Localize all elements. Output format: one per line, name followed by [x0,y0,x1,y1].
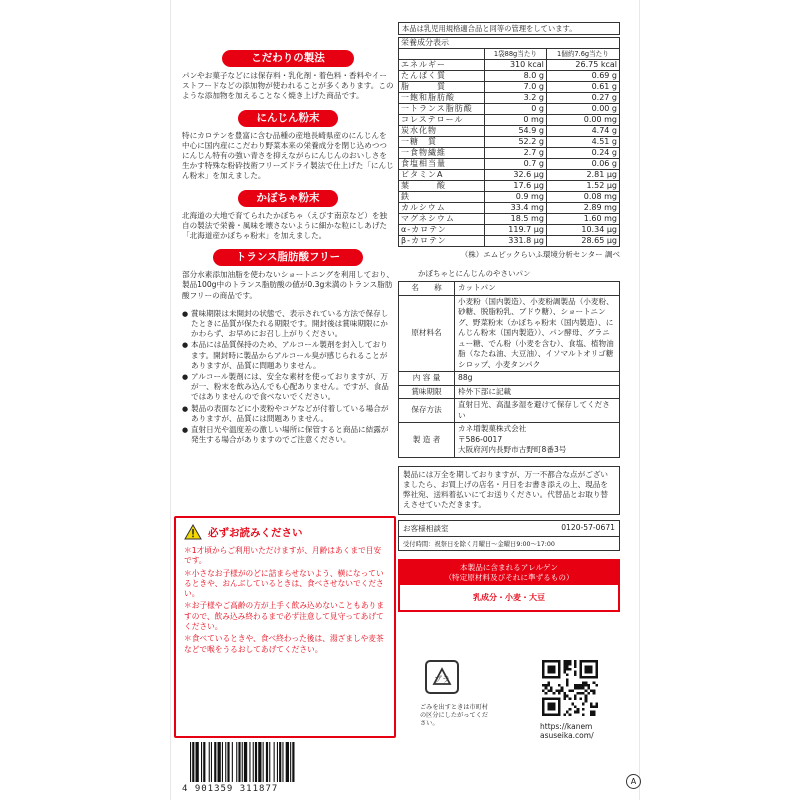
nutrient-name: たんぱく質 [399,71,485,82]
product-row [399,385,620,399]
warning-item: ＊小さなお子様がのどに詰まらせないよう、横になっているときや、おんぶしているときは、食べさせないでください。 [184,568,384,599]
product-value: カネ増製菓株式会社 〒586-0017 大阪府河内長野市古野町8番3号 [455,423,620,458]
product-key: 保存方法 [399,399,455,423]
notice-item: ● 賞味期限は未開封の状態で、表示されている方法で保存したときに品質が保たれる期限です。開封後は賞味期限にかかわらず、お早めにお召し上がりください。 [182,309,394,340]
qr-code[interactable] [542,660,598,716]
nutrient-value: 0.69 g [546,71,619,82]
product-row [399,423,620,458]
product-key: 賞味期限 [399,385,455,399]
nutrition-row [399,104,620,115]
kabocha-heading: かぼちゃ粉末 [238,190,338,207]
nutrient-value: 0.00 mg [546,115,619,126]
contact-box [398,520,620,551]
nutrient-name: 食塩相当量 [399,159,485,170]
nutrient-name: 一食物繊維 [399,148,485,159]
nutrient-value: 28.65 μg [546,236,619,247]
nutrient-value: 3.2 g [485,93,547,104]
nutrient-name: 一トランス脂肪酸 [399,104,485,115]
nutrient-value: 2.81 μg [546,170,619,181]
nutrient-name: エネルギー [399,60,485,71]
nutrition-row [399,115,620,126]
nutrient-value: 52.2 g [485,137,547,148]
nutrient-value: 0.9 mg [485,192,547,203]
nutrition-row [399,192,620,203]
barcode-bars [182,742,352,782]
nutrition-row [399,170,620,181]
product-value: 枠外下部に記載 [455,385,620,399]
ninjin-heading: にんじん粉末 [238,110,338,127]
nutrient-value: 32.6 μg [485,170,547,181]
product-key: 製 造 者 [399,423,455,458]
nutrition-col2: 1個約7.6g当たり [546,49,619,60]
barcode-number: 4 901359 311877 [182,784,279,794]
nutrient-value: 4.74 g [546,126,619,137]
nutrient-value: 26.75 kcal [546,60,619,71]
notice-list [182,309,394,446]
nutrient-name: β-カロテン [399,236,485,247]
contact-label: お客様相談室 [403,523,449,533]
nutrient-value: 0.61 g [546,82,619,93]
svg-text:プラ: プラ [434,675,450,684]
nutrient-value: 0 mg [485,115,547,126]
nutrient-value: 0.06 g [546,159,619,170]
warning-title-row [184,524,386,540]
trans-text: 部分水素添加油脂を使わないショートニングを利用しており、製品100g中のトランス脂肪酸の値が0.3g未満のトランス脂肪酸フリーの商品です。 [182,270,395,300]
nutrient-name: 一糖 質 [399,137,485,148]
nutrient-value: 0.24 g [546,148,619,159]
nutrition-row [399,203,620,214]
nutrient-value: 1.52 μg [546,181,619,192]
left-column [182,50,394,446]
product-value: カットパン [455,282,620,296]
warning-triangle-icon [184,524,202,540]
nutrient-value: 33.4 mg [485,203,547,214]
product-key: 名 称 [399,282,455,296]
warning-item: ＊食べているときや、食べ終わった後は、湯ざましや麦茶などで喉をうるおしてあげてください。 [184,634,384,654]
nutrition-col1: 1袋88g当たり [485,49,547,60]
nutrient-value: 7.0 g [485,82,547,93]
product-title: かぼちゃとにんじんのやさいパン [418,269,531,278]
nutrient-value: 2.7 g [485,148,547,159]
nutrient-name: 鉄 [399,192,485,203]
nutrition-row [399,126,620,137]
nutrition-source: （株）エムピックらいふ環境分析センター 調べ [460,250,620,259]
nutrient-value: 0.00 g [546,104,619,115]
nutrient-name: コレステロール [399,115,485,126]
nutrient-name: α-カロテン [399,225,485,236]
website-url[interactable]: https://kanem asuseika.com/ [540,722,594,740]
recycle-text: ごみを出すときは市町村の区分にしたがってください。 [420,704,489,727]
nutrition-row [399,181,620,192]
notice-item: ● アルコール製剤には、安全な素材を使っておりますが、万が一、粉末を飲み込んでも心配ありません。ですが、食品ではありませんので食べないでください。 [182,372,394,403]
nutrient-value: 17.6 μg [485,181,547,192]
contact-hours: 受付時間：祝祭日を除く月曜日～金曜日9:00～17:00 [403,540,555,548]
disclaimer: 製品には万全を期しておりますが、万一不都合な点がございましたら、お買上げの店名・月日をお書き添えの上、現品を弊社宛、送料着払いにてお送りください。代替品とお取り替えさせていただきます。 [398,466,620,515]
nutrient-value: 54.9 g [485,126,547,137]
nutrient-value: 8.0 g [485,71,547,82]
nutrient-value: 0 g [485,104,547,115]
allergen-box [398,559,620,612]
kabocha-text: 北海道の大地で育てられたかぼちゃ（えびす南京など）を独自の製法で栄養・風味を壊さないように細かな粒にしあげた「北海道産かぼちゃ粉末」を加えました。 [182,210,388,241]
nutrient-value: 119.7 μg [485,225,547,236]
nutrition-header: 栄養成分表示 [399,38,620,49]
nutrition-row [399,71,620,82]
nutrition-row [399,214,620,225]
kodawari-heading: こだわりの製法 [222,50,354,67]
top-note: 本品は乳児用規格適合品と同等の管理をしています。 [398,22,620,35]
warning-item: ＊お子様やご高齢の方が上手く飲み込めないこともありますので、飲み込み終わるまで必ず注意して見守ってあげてください。 [184,601,384,632]
nutrient-name: 炭水化物 [399,126,485,137]
nutrient-value: 18.5 mg [485,214,547,225]
plastic-recycle-icon [420,658,464,696]
nutrient-value: 331.8 μg [485,236,547,247]
nutrient-value: 0.7 g [485,159,547,170]
nutrient-name: 葉 酸 [399,181,485,192]
product-key: 内 容 量 [399,372,455,386]
warning-item: ＊1才頃からご利用いただけますが、月齢はあくまで目安です。 [184,546,382,566]
notice-item: ● 直射日光や温度差の激しい場所に保管すると商品に結露が発生する場合がありますのでご注意ください。 [182,425,394,445]
ninjin-text: 特にカロテンを豊富に含む品種の産地長崎県産のにんじんを中心に国内産にこだわり野菜本来の栄養成分を閉じ込めつつにんじん特有の強い青さを抑えながらにんじんのおいしさを生かす特殊な粉砕技術フリーズドライ製法で仕上げた「にんじん粉末」を加えました。 [182,130,394,181]
product-key: 原材料名 [399,295,455,372]
nutrient-value: 0.08 mg [546,192,619,203]
nutrition-col-header-row [399,49,620,60]
nutrient-name: 脂 質 [399,82,485,93]
nutrition-row [399,225,620,236]
warning-title: 必ずお読みください [208,526,303,539]
nutrition-row [399,148,620,159]
kodawari-text: パンやお菓子などには保存料・乳化剤・着色料・香料やイーストフードなどの添加物が使われることが多くあります。このような添加物を加えることなく焼き上げた商品です。 [182,71,394,101]
notice-item: ● 本品には品質保持のため、アルコール製剤を封入しております。開封時に製品からアルコール臭が感じられることがありますが、品質に問題ありません。 [182,340,394,371]
recycle-block [420,658,490,728]
product-row [399,399,620,423]
nutrition-row [399,82,620,93]
nutrient-name: ビタミンA [399,170,485,181]
nutrition-row [399,93,620,104]
notice-item: ● 製品の表面などに小麦粉やコゲなどが付着している場合がありますが、品質には問題ありません。 [182,404,394,424]
nutrient-value: 0.27 g [546,93,619,104]
nutrient-value: 2.89 mg [546,203,619,214]
nutrient-value: 4.51 g [546,137,619,148]
product-value: 直射日光、高温多湿を避けて保存してください [455,399,620,423]
barcode [182,742,352,792]
nutrition-row [399,159,620,170]
product-table [398,281,620,458]
nutrition-row [399,60,620,71]
nutrient-value: 1.60 mg [546,214,619,225]
product-row [399,372,620,386]
right-column [398,22,620,612]
product-row [399,282,620,296]
nutrition-row [399,236,620,247]
nutrient-name: 一飽和脂肪酸 [399,93,485,104]
lot-mark: A [626,774,641,789]
nutrient-name: マグネシウム [399,214,485,225]
nutrition-table [398,37,620,247]
nutrient-value: 310 kcal [485,60,547,71]
warning-box [174,516,396,738]
product-row [399,295,620,372]
product-value: 88g [455,372,620,386]
nutrition-row [399,137,620,148]
nutrient-name: カルシウム [399,203,485,214]
nutrition-header-row [399,38,620,49]
nutrient-value: 10.34 μg [546,225,619,236]
trans-heading: トランス脂肪酸フリー [213,249,363,266]
product-value: 小麦粉（国内製造）、小麦粉調製品（小麦粉、砂糖、脱脂粉乳、ブドウ糖）、ショートニング、野菜粉末（かぼちゃ粉末（国内製造）、にんじん粉末（国内製造））、パン酵母、グラニュー糖、でん粉（小麦を含む）、食塩、植物油脂（なたね油、大豆油）、イソマルトオリゴ糖シロップ、小麦タンパク [455,295,620,372]
contact-phone: 0120-57-0671 [561,522,615,532]
allergen-items: 乳成分・小麦・大豆 [473,592,545,602]
allergen-title: 本製品に含まれるアレルゲン （特定原材料及びそれに準ずるもの） [400,561,618,585]
